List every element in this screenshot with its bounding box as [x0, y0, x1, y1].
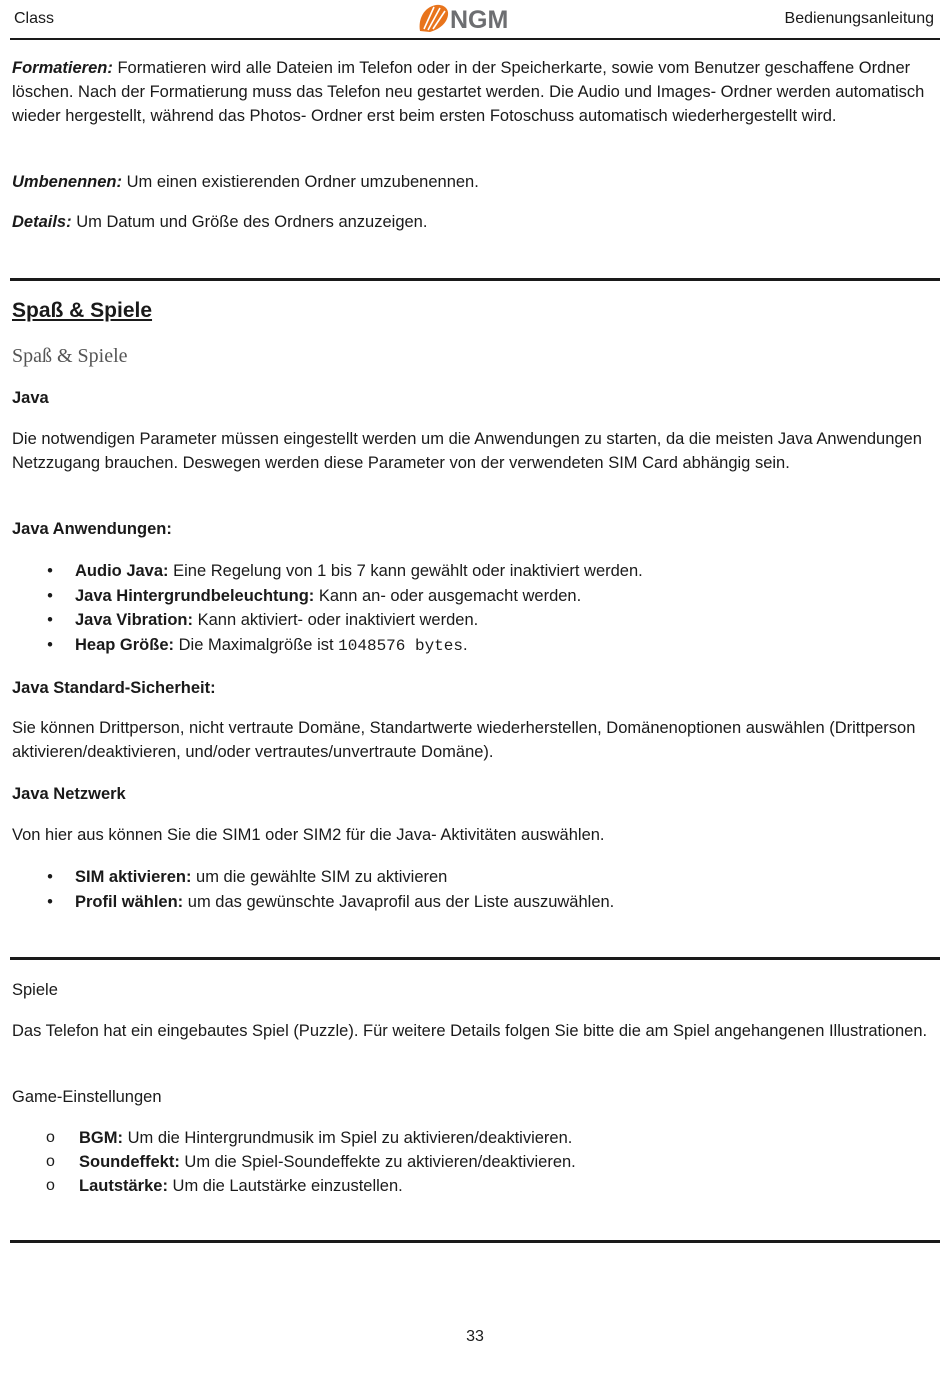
java-apps-heading: Java Anwendungen: [12, 520, 172, 538]
game-settings-heading: Game-Einstellungen [12, 1088, 162, 1106]
rename-label: Umbenennen: [12, 173, 123, 191]
item-label: Heap Größe: [75, 636, 175, 654]
section-divider [10, 1240, 940, 1243]
item-text: Um die Lautstärke einzustellen. [167, 1177, 403, 1195]
java-security-text: Sie können Drittperson, nicht vertraute Domäne, Standartwerte wiederherstellen, Domänenoptionen auswählen (Drittperson aktivieren/deaktivieren, und/oder vertrautes/unvertraute Domäne). [12, 719, 916, 761]
header-class-label: Class [14, 10, 55, 27]
section-divider [10, 278, 940, 281]
item-label: Java Vibration: [75, 611, 193, 629]
bullet-icon: • [47, 893, 53, 911]
format-label: Formatieren: [12, 59, 113, 77]
java-heading: Java [12, 389, 49, 407]
item-label: BGM: [79, 1129, 123, 1147]
details-text: Um Datum und Größe des Ordners anzuzeigen. [71, 213, 428, 231]
item-text: Die Maximalgröße ist [174, 636, 339, 654]
bullet-icon: • [47, 636, 53, 654]
item-label: Lautstärke: [79, 1177, 168, 1195]
section-title: Spaß & Spiele [12, 299, 153, 322]
section-subtitle: Spaß & Spiele [12, 345, 128, 367]
item-text: Kann an- oder ausgemacht werden. [314, 587, 582, 605]
bullet-icon: • [47, 611, 53, 629]
item-text: Um die Hintergrundmusik im Spiel zu aktivieren/deaktivieren. [123, 1129, 573, 1147]
page-number: 33 [466, 1328, 484, 1345]
item-tail: . [462, 636, 468, 654]
rename-paragraph [12, 170, 932, 194]
item-label: Soundeffekt: [79, 1153, 180, 1171]
bullet-icon: • [47, 868, 53, 886]
heap-size-value: 1048576 bytes [338, 637, 463, 655]
item-label: Audio Java: [75, 562, 169, 580]
details-paragraph [12, 210, 932, 234]
circle-bullet-icon: o [46, 1153, 55, 1170]
rename-text: Um einen existierenden Ordner umzubenennen. [122, 173, 479, 191]
bullet-icon: • [47, 562, 53, 580]
circle-bullet-icon: o [46, 1129, 55, 1146]
item-label: Profil wählen: [75, 893, 184, 911]
item-text: Eine Regelung von 1 bis 7 kann gewählt oder inaktiviert werden. [168, 562, 643, 580]
games-heading: Spiele [12, 981, 58, 999]
item-text: um das gewünschte Javaprofil aus der Liste auszuwählen. [183, 893, 615, 911]
item-text: Kann aktiviert- oder inaktiviert werden. [193, 611, 479, 629]
item-label: SIM aktivieren: [75, 868, 192, 886]
item-text: um die gewählte SIM zu aktivieren [191, 868, 448, 886]
item-label: Java Hintergrundbeleuchtung: [75, 587, 315, 605]
ngm-logo [416, 1, 536, 35]
format-paragraph [12, 56, 932, 128]
details-label: Details: [12, 213, 72, 231]
format-text: Formatieren wird alle Dateien im Telefon oder in der Speicherkarte, sowie vom Benutzer geschaffene Ordner löschen. Nach der Formatierung muss das Telefon neu gestartet werden. Die Audio und Images- Ordner werden automatisch wieder hergestellt, während das Photos- Ordner erst beim ersten Fotoschuss automatisch wiederhergestellt wird. [12, 59, 925, 125]
bullet-icon: • [47, 587, 53, 605]
java-security-heading: Java Standard-Sicherheit: [12, 679, 216, 697]
page-header [10, 0, 940, 40]
shell-logo-icon [420, 5, 449, 32]
java-network-text: Von hier aus können Sie die SIM1 oder SIM2 für die Java- Aktivitäten auswählen. [12, 826, 605, 844]
java-network-heading: Java Netzwerk [12, 785, 126, 803]
header-manual-label: Bedienungsanleitung [784, 10, 934, 27]
circle-bullet-icon: o [46, 1177, 55, 1194]
section-divider [10, 957, 940, 960]
logo-wordmark: NGM [450, 6, 509, 34]
games-intro: Das Telefon hat ein eingebautes Spiel (Puzzle). Für weitere Details folgen Sie bitte die am Spiel angehangenen Illustrationen. [12, 1022, 928, 1040]
java-intro: Die notwendigen Parameter müssen eingestellt werden um die Anwendungen zu starten, da die meisten Java Anwendungen Netzzugang brauchen. Deswegen werden diese Parameter von der verwendeten SIM Card abhängig sein. [12, 430, 922, 472]
item-text: Um die Spiel-Soundeffekte zu aktivieren/deaktivieren. [179, 1153, 576, 1171]
